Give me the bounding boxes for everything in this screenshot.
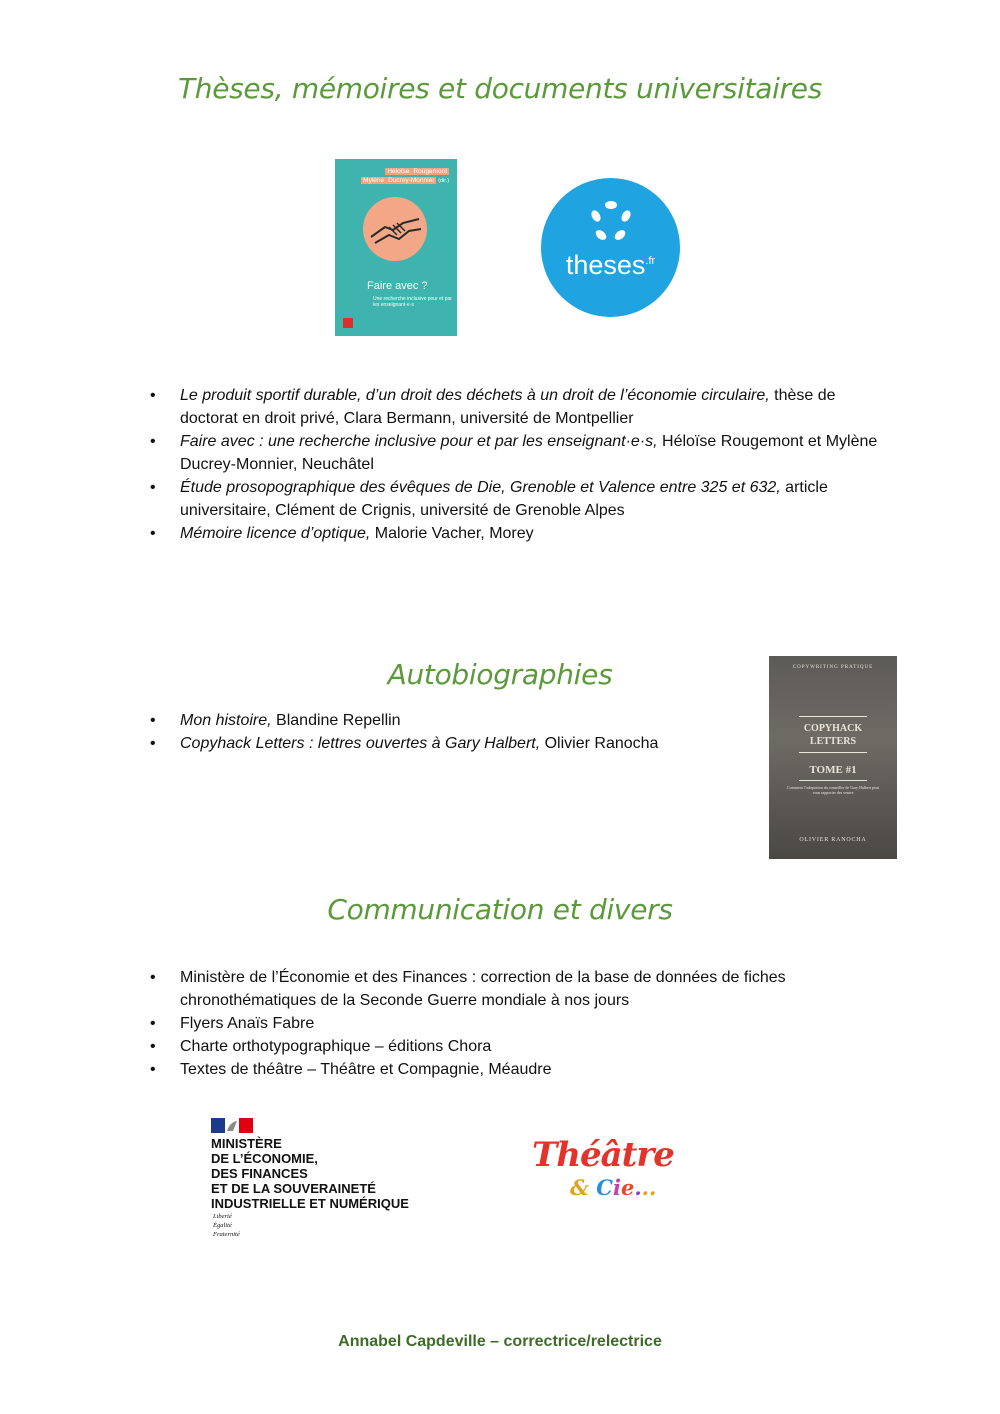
ministere-line: ET DE LA SOUVERAINETÉ [211,1181,376,1196]
ministere-name [211,1136,409,1211]
cover-title-line2: LETTERS [809,736,857,747]
theses-suffix: .fr [645,255,656,267]
publisher-logo-icon [343,318,353,328]
item-details: thèse de doctorat en droit privé, Clara Bermann, université de Montpellier [180,387,836,427]
autobiographies-list [150,709,750,755]
section-title-communication: Communication et divers [327,893,673,926]
item-details: Olivier Ranocha [540,735,659,752]
item-title: Mémoire licence d’optique, [180,525,371,542]
list-item [150,384,890,430]
cover-top-label: COPYWRITING PRATIQUE [792,665,874,670]
item-title: Faire avec : une recherche inclusive pour et par les enseignant·e·s, [180,433,658,450]
list-item: • Textes de théâtre – Théâtre et Compagnie, Méaudre [150,1058,830,1081]
ministere-motto [213,1212,240,1239]
theses-word: theses [565,250,646,280]
author1-first: Héloïse [387,168,410,175]
handshake-icon [363,197,427,261]
divider [799,752,867,753]
theatre-cie-logo [528,1135,673,1215]
list-item: • Flyers Anaïs Fabre [150,1012,830,1035]
item-details: Blandine Repellin [271,712,401,729]
section-title-autobiographies: Autobiographies [387,658,613,691]
divider [799,716,867,717]
item-details: Héloïse Rougemont et Mylène Ducrey-Monnier, Neuchâtel [180,433,878,473]
ministere-line: DE L’ÉCONOMIE, [211,1151,318,1166]
item-title: Copyhack Letters : lettres ouvertes à Gary Halbert, [180,735,541,752]
motto-line: Liberté [213,1213,232,1220]
section-title-theses: Thèses, mémoires et documents universitaires [177,72,823,105]
divider [799,780,867,781]
list-item [150,522,890,545]
theses-list [150,384,890,545]
cover-title [769,722,897,748]
book-cover-copyhack [769,656,897,859]
author2-first: Mylène [363,177,385,184]
cover-tome: TOME #1 [809,764,857,776]
cie-word [570,1175,656,1200]
marianne-flag-icon [211,1118,253,1133]
author2-last: Ducrey-Monnier [388,177,435,184]
list-item [150,430,890,476]
cover-author: OLIVIER RANOCHA [799,837,867,843]
cover-authors [361,167,449,186]
theses-fr-logo [541,178,680,317]
ministere-logo [205,1116,435,1251]
item-title: Mon histoire, [180,712,272,729]
item-details: article universitaire, Clément de Crignis, université de Grenoble Alpes [180,479,828,519]
author1-last: Rougemont [413,168,447,175]
list-item: • Ministère de l’Économie et des Finances : correction de la base de données de fiches chronothématiques de la Seconde Guerre mondiale à nos jours [150,966,830,1012]
list-item: • Charte orthotypographique – éditions Chora [150,1035,830,1058]
motto-line: Fraternité [213,1231,240,1238]
theatre-word: Théâtre [532,1135,674,1175]
list-item [150,709,750,732]
ministere-line: DES FINANCES [211,1166,308,1181]
item-details: Malorie Vacher, Morey [370,525,534,542]
book-cover-faire-avec [335,159,457,336]
author-suffix: (dir.) [438,178,449,184]
item-title: Le produit sportif durable, d’un droit des déchets à un droit de l’économie circulaire, [180,387,770,404]
ministere-line: INDUSTRIELLE ET NUMÉRIQUE [211,1196,409,1211]
cover-subtitle: Une recherche inclusive pour et par les enseignant·e·s [373,296,452,308]
list-item [150,732,750,755]
cie-text: & Cie... [570,1175,657,1200]
ministere-line: MINISTÈRE [211,1136,282,1151]
communication-list [150,966,830,1081]
item-title: Étude prosopographique des évêques de Die, Grenoble et Valence entre 325 et 632, [180,479,781,496]
motto-line: Égalité [213,1222,232,1229]
cover-title-line1: COPYHACK [803,723,863,734]
list-item [150,476,890,522]
star-loops-icon [588,198,634,244]
cover-title: Faire avec ? [367,280,428,292]
cover-blurb: Comment l’adaptation du conseiller de Gary Halbert peut vous rapporter des ventes [786,785,880,795]
footer-signature: Annabel Capdeville – correctrice/relectrice [338,1333,662,1350]
